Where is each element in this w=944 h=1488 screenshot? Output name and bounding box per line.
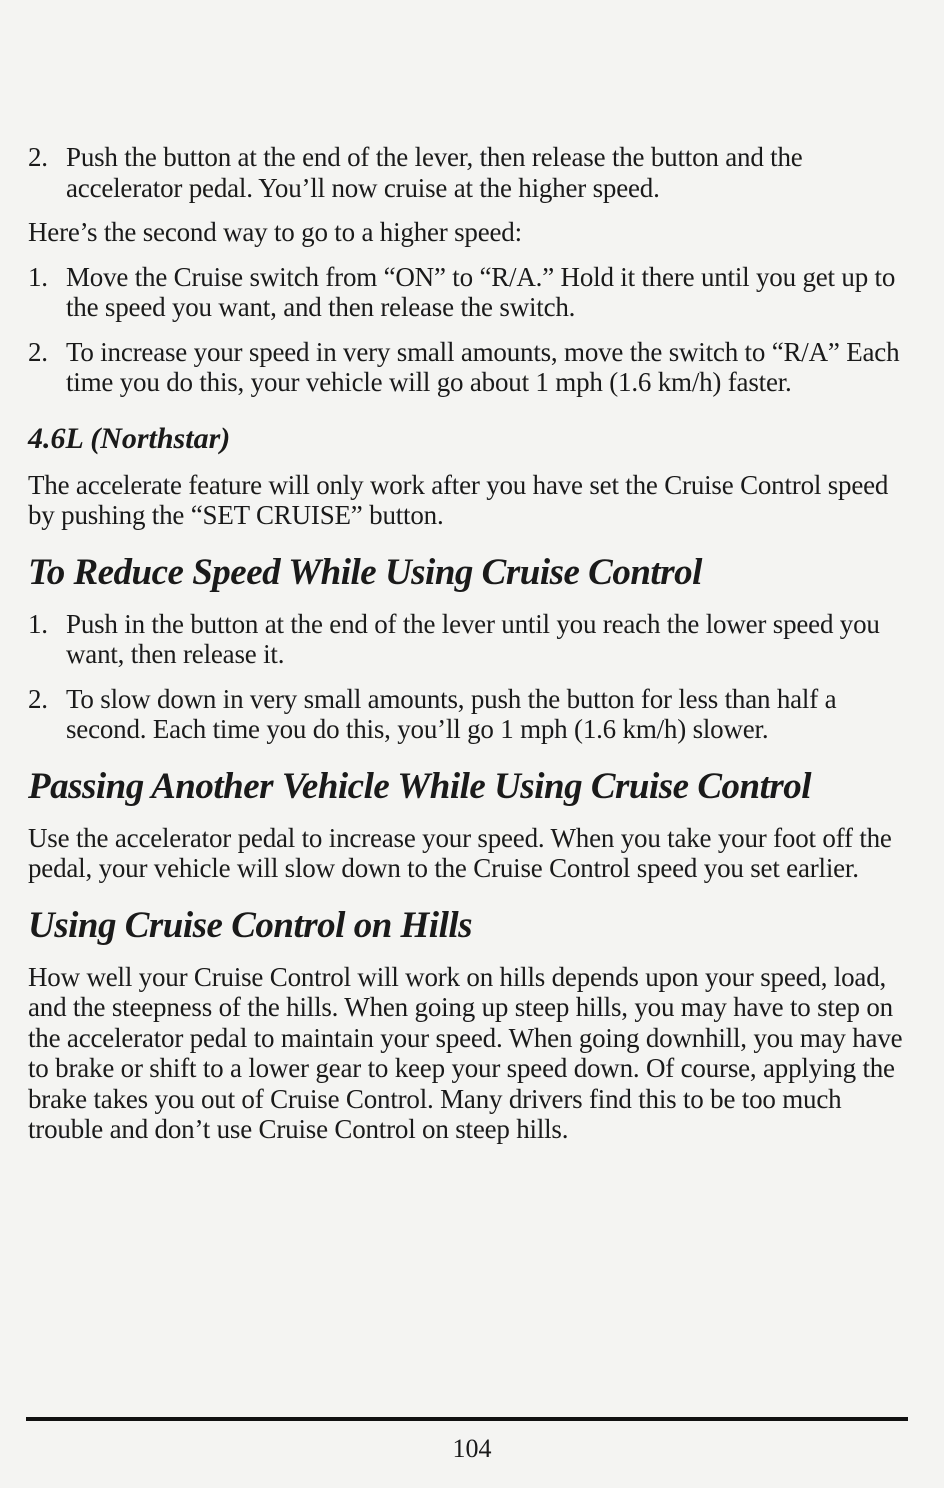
list-number: 2. [28, 336, 48, 367]
list-item [28, 262, 908, 323]
northstar-text: The accelerate feature will only work after you have set the Cruise Control speed by pushing the “SET CRUISE” button. [28, 469, 889, 530]
list-item [28, 337, 908, 398]
passing-text: Use the accelerator pedal to increase your speed. When you take your foot off the pedal, your vehicle will slow down to the Cruise Control speed you set earlier. [28, 822, 892, 883]
footer-rule [26, 1417, 908, 1421]
page-number: 104 [452, 1434, 492, 1463]
list-item [28, 609, 908, 670]
list-number: 2. [28, 142, 48, 172]
passing-heading: Passing Another Vehicle While Using Cruise Control [28, 765, 812, 807]
list-number: 1. [28, 261, 48, 292]
hills-heading: Using Cruise Control on Hills [28, 904, 473, 946]
list-text: To slow down in very small amounts, push the button for less than half a second. Each time you do this, you’ll go 1 mph (1.6 km/h) slower. [66, 683, 837, 744]
list-text: Push in the button at the end of the lever until you reach the lower speed you want, then release it. [66, 608, 880, 669]
list-number: 2. [28, 683, 48, 714]
page-content [28, 142, 908, 1159]
second-way-intro: Here’s the second way to go to a higher speed: [28, 217, 522, 247]
northstar-heading: 4.6L (Northstar) [28, 421, 231, 455]
hills-text: How well your Cruise Control will work on hills depends upon your speed, load, and the steepness of the hills. When going up steep hills, you may have to step on the accelerator pedal to maintain your speed. When going downhill, you may have to brake or shift to a lower gear to keep your speed down. Of course, applying the brake takes you out of Cruise Control. Many drivers find this to be too much trouble and don’t use Cruise Control on steep hills. [28, 961, 903, 1144]
reduce-speed-heading: To Reduce Speed While Using Cruise Control [28, 551, 702, 593]
list-item [28, 142, 908, 203]
list-text: Push the button at the end of the lever, then release the button and the accelerator pedal. You’ll now cruise at the higher speed. [66, 142, 803, 203]
list-text: Move the Cruise switch from “ON” to “R/A.” Hold it there until you get up to the speed you want, and then release the switch. [66, 261, 896, 322]
list-item [28, 684, 908, 745]
list-text: To increase your speed in very small amounts, move the switch to “R/A” Each time you do this, your vehicle will go about 1 mph (1.6 km/h) faster. [66, 336, 900, 397]
list-number: 1. [28, 608, 48, 639]
